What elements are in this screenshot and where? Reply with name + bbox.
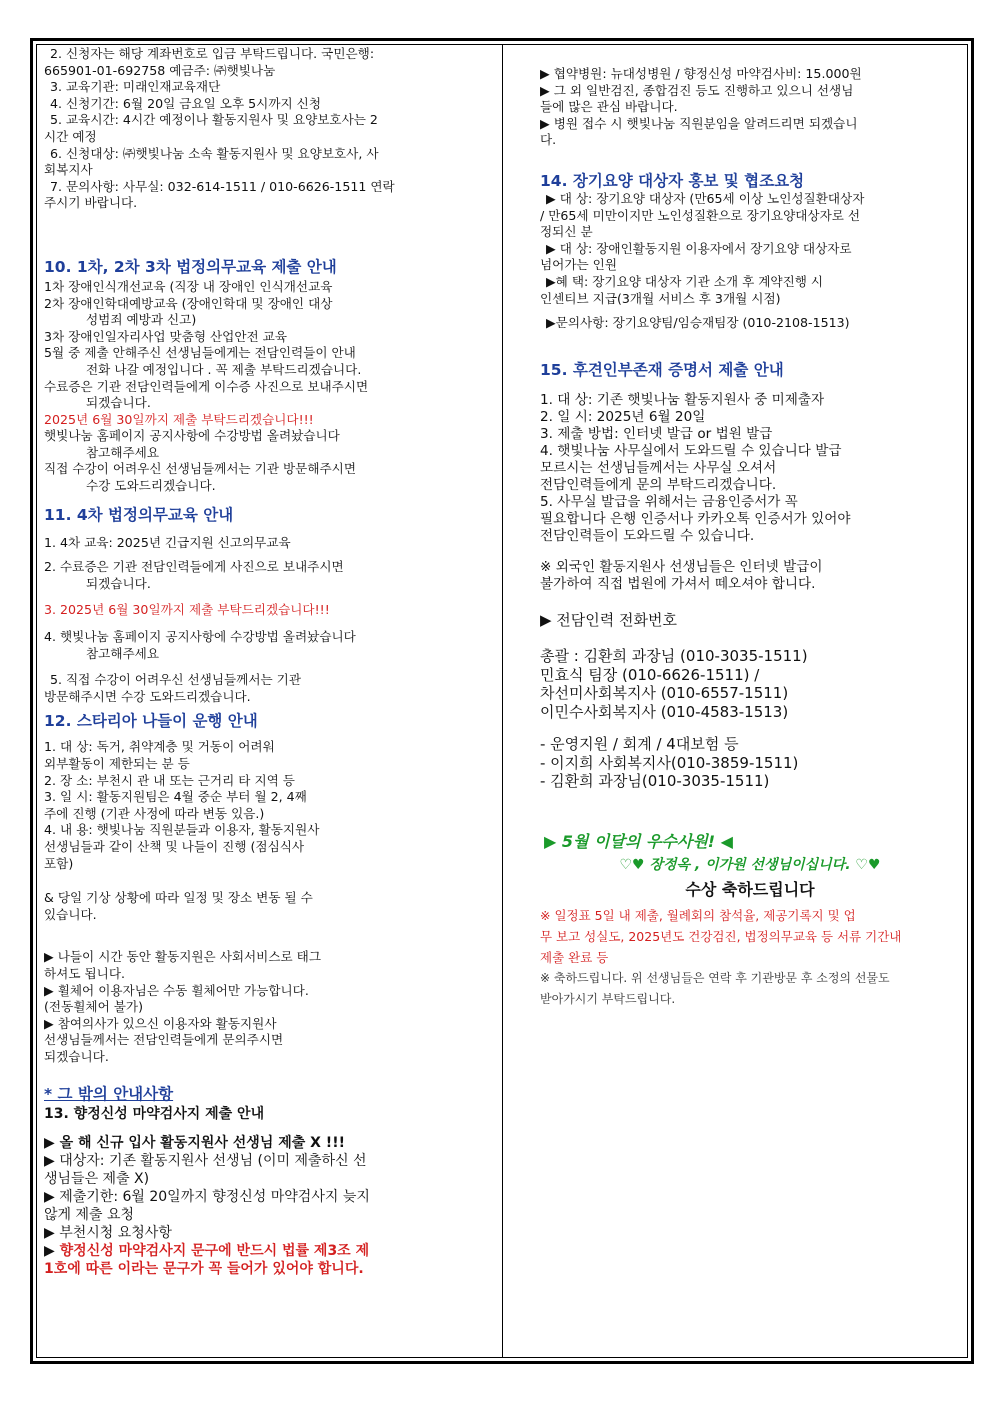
- heart-icon: ♡♥: [619, 856, 650, 873]
- award-title: ▶ 5월 이달의 우수사원! ◀: [544, 831, 733, 851]
- award-section: [540, 831, 960, 1010]
- criteria-line: ※ 일정표 5일 내 제출, 월례회의 참석율, 제공기록지 및 업: [540, 907, 856, 923]
- info-line: 3. 교육기관: 미래인재교육재단: [50, 79, 221, 95]
- info-line: 회복지사: [44, 162, 93, 178]
- dept-line: - 이지희 사회복지사(010-3859-1511): [540, 753, 799, 772]
- s10-line: 직접 수강이 어려우신 선생님들께서는 기관 방문해주시면: [44, 461, 356, 477]
- s12-line: 외부활동이 제한되는 분 등: [44, 756, 190, 771]
- hospital-line: 들에 많은 관심 바랍니다.: [540, 99, 678, 115]
- s12-weather: & 당일 기상 상황에 따라 일정 및 장소 변동 될 수: [44, 890, 313, 906]
- s11-item: 되겠습니다.: [86, 575, 151, 591]
- heart-icon: ♡♥: [850, 856, 881, 873]
- award-congrats: 수상 축하드립니다: [685, 879, 815, 899]
- s13-warning: 1호에 따른 이라는 문구가 꼭 들어가 있어야 합니다.: [44, 1260, 364, 1277]
- s11-item: 5. 직접 수강이 어려우신 선생님들께서는 기관: [50, 672, 302, 688]
- s14-line: ▶ 대 상: 장애인활동지원 이용자에서 장기요양 대상자로: [546, 240, 852, 256]
- contacts-title: ▶ 전담인력 전화번호: [540, 610, 677, 629]
- info-line: 6. 신청대상: ㈜햇빛나눔 소속 활동지원사 및 요양보호사, 사: [50, 145, 379, 161]
- section-14-body: [540, 191, 960, 332]
- s14-line: ▶ 대 상: 장기요양 대상자 (만65세 이상 노인성질환대상자: [546, 190, 865, 206]
- award-names: 장정옥 , 이가원 선생님이십니다.: [649, 856, 851, 873]
- section-12-title: 12. 스타리아 나들이 운행 안내: [44, 712, 258, 731]
- s10-deadline: 2025년 6월 30일까지 제출 부탁드리겠습니다!!!: [44, 411, 314, 427]
- s15-line: 전담인력들이 도와드릴 수 있습니다.: [540, 527, 755, 544]
- bullet-arrow: ▶: [44, 1242, 60, 1259]
- s12-line: 3. 일 시: 활동지원팀은 4월 중순 부터 월 2, 4째: [44, 789, 307, 805]
- info-line: 4. 신청기간: 6월 20일 금요일 오후 5시까지 신청: [50, 95, 321, 111]
- s15-line: 모르시는 선생님들께서는 사무실 오셔서: [540, 459, 777, 476]
- s10-line: 2차 장애인학대예방교육 (장애인학대 및 장애인 대상: [44, 295, 333, 311]
- criteria-line: 무 보고 성실도, 2025년도 건강검진, 법정의무교육 등 서류 기간내: [540, 928, 902, 944]
- s11-deadline: 3. 2025년 6월 30일까지 제출 부탁드리겠습니다!!!: [44, 602, 330, 618]
- s12-bullet: ▶ 참여의사가 있으신 이용자와 활동지원사: [44, 1015, 277, 1031]
- s12-bullet: 선생님들께서는 전담인력들에게 문의주시면: [44, 1032, 284, 1048]
- hospital-line: ▶ 그 외 일반검진, 종합검진 등도 진행하고 있으니 선생님: [540, 82, 854, 98]
- s12-line: 포함): [44, 855, 74, 871]
- application-info: [44, 46, 464, 212]
- s12-bullet: ▶ 휠체어 이용자님은 수동 휠체어만 가능합니다.: [44, 982, 309, 998]
- contact-line: 이민수사회복지사 (010-4583-1513): [540, 702, 789, 721]
- s11-item: 참고해주세요: [86, 645, 159, 661]
- s10-line: 성범죄 예방과 신고): [86, 312, 197, 328]
- s13-line: 생님들은 제출 X): [44, 1170, 150, 1187]
- s10-line: 되겠습니다.: [86, 395, 151, 411]
- section-10-title: 10. 1차, 2차 3차 법정의무교육 제출 안내: [44, 257, 337, 276]
- s10-line: 수강 도와드리겠습니다.: [86, 478, 216, 494]
- contact-line: 총괄 : 김환희 과장님 (010-3035-1511): [540, 647, 808, 666]
- s14-line: ▶혜 택: 장기요양 대상자 기관 소개 후 계약진행 시: [546, 273, 824, 289]
- s10-line: 수료증은 기관 전담인력들에게 이수증 사진으로 보내주시면: [44, 378, 369, 394]
- s10-line: 1차 장애인식개선교육 (직장 내 장애인 인식개선교육: [44, 278, 333, 294]
- s14-contact: ▶문의사항: 장기요양팀/임승재팀장 (010-2108-1513): [546, 315, 850, 331]
- info-line: 5. 교육시간: 4시간 예정이나 활동지원사 및 요양보호사는 2: [50, 112, 378, 128]
- column-divider: [502, 44, 503, 1358]
- info-line: 7. 문의사항: 사무실: 032-614-1511 / 010-6626-1511 연락: [50, 178, 395, 194]
- s14-line: / 만65세 미만이지만 노인성질환으로 장기요양대상자로 선: [540, 207, 861, 223]
- s13-line: ▶ 부천시청 요청사항: [44, 1224, 172, 1241]
- s14-line: 정되신 분: [540, 224, 593, 240]
- info-line: 2. 신청자는 해당 계좌번호로 입금 부탁드립니다. 국민은행:: [50, 46, 375, 61]
- other-notices-title: * 그 밖의 안내사항: [44, 1084, 174, 1103]
- award-note: 받아가시기 부탁드립니다.: [540, 991, 676, 1006]
- s11-item: 4. 햇빛나눔 홈페이지 공지사항에 수강방법 올려놨습니다: [44, 629, 356, 645]
- hospital-line: 다.: [540, 132, 557, 148]
- award-note: ※ 축하드립니다. 위 선생님들은 연락 후 기관방문 후 소정의 선물도: [540, 970, 890, 985]
- info-line: 주시기 바랍니다.: [44, 195, 138, 211]
- s15-line: 1. 대 상: 기존 햇빛나눔 활동지원사 중 미제출자: [540, 391, 825, 408]
- s12-bullet: 되겠습니다.: [44, 1048, 109, 1064]
- s12-bullet: (전동휠체어 불가): [44, 999, 143, 1015]
- s12-line: 선생님들과 같이 산책 및 나들이 진행 (점심식사: [44, 838, 305, 854]
- section-11-title: 11. 4차 법정의무교육 안내: [44, 505, 234, 524]
- contacts-list: [540, 647, 960, 791]
- s12-bullet: ▶ 나들이 시간 동안 활동지원은 사회서비스로 태그: [44, 949, 322, 965]
- section-10-body: [44, 279, 464, 495]
- s13-warning: 향정신성 마약검사지 문구에 반드시 법률 제3조 제: [59, 1242, 370, 1259]
- s15-line: 3. 제출 방법: 인터넷 발급 or 법원 발급: [540, 425, 773, 442]
- s14-line: 넘어가는 인원: [540, 257, 617, 273]
- info-line: 665901-01-692758 예금주: ㈜햇빛나눔: [44, 62, 276, 78]
- s12-line: 1. 대 상: 독거, 취약계층 및 거동이 어려워: [44, 739, 275, 755]
- s13-line: ▶ 대상자: 기존 활동지원사 선생님 (이미 제출하신 선: [44, 1152, 367, 1169]
- s11-item: 방문해주시면 수강 도와드리겠습니다.: [44, 688, 251, 704]
- s12-line: 2. 장 소: 부천시 관 내 또는 근거리 타 지역 등: [44, 772, 295, 788]
- hospital-info: [540, 66, 960, 149]
- s11-item: 1. 4차 교육: 2025년 긴급지원 신고의무교육: [44, 534, 291, 550]
- s14-line: 인센티브 지급(3개월 서비스 후 3개월 시점): [540, 290, 781, 306]
- dept-line: - 운영지원 / 회계 / 4대보험 등: [540, 735, 739, 754]
- s10-line: 햇빛나눔 홈페이지 공지사항에 수강방법 올려놨습니다: [44, 428, 340, 444]
- section-13-title: 13. 향정신성 마약검사지 제출 안내: [44, 1105, 265, 1122]
- contact-line: 민효식 팀장 (010-6626-1511) /: [540, 665, 760, 684]
- section-11-body: [44, 535, 464, 706]
- s12-line: 주에 진행 (기관 사정에 따라 변동 있음.): [44, 805, 265, 821]
- s15-line: 필요합니다 은행 인증서나 카카오톡 인증서가 있어야: [540, 510, 851, 527]
- section-15-body: [540, 392, 960, 593]
- s15-line: 5. 사무실 발급을 위해서는 금융인증서가 꼭: [540, 493, 798, 510]
- criteria-line: 제출 완료 등: [540, 949, 609, 965]
- award-criteria: [540, 905, 960, 968]
- section-14-title: 14. 장기요양 대상자 홍보 및 협조요청: [540, 171, 805, 190]
- info-line: 시간 예정: [44, 128, 97, 144]
- s15-line: 전담인력들에게 문의 부탁드리겠습니다.: [540, 476, 777, 493]
- s12-weather: 있습니다.: [44, 906, 97, 922]
- s12-line: 4. 내 용: 햇빛나눔 직원분들과 이용자, 활동지원사: [44, 822, 320, 838]
- s15-line: 4. 햇빛나눔 사무실에서 도와드릴 수 있습니다 발급: [540, 442, 842, 459]
- s13-line: 않게 제출 요청: [44, 1206, 135, 1223]
- s10-line: 참고해주세요: [86, 444, 159, 460]
- s15-note: 불가하여 직접 법원에 가셔서 떼오셔야 합니다.: [540, 575, 816, 592]
- right-column: [540, 46, 960, 1010]
- hospital-line: ▶ 협약병원: 뉴대성병원 / 향정신성 마약검사비: 15.000원: [540, 66, 862, 81]
- s15-line: 2. 일 시: 2025년 6월 20일: [540, 408, 706, 425]
- left-column: [44, 46, 464, 1278]
- contact-line: 차선미사회복지사 (010-6557-1511): [540, 684, 789, 703]
- s13-line: ▶ 올 해 신규 입사 활동지원사 선생님 제출 X !!!: [44, 1134, 345, 1151]
- s11-item: 2. 수료증은 기관 전담인력들에게 사진으로 보내주시면: [44, 559, 344, 575]
- s10-line: 3차 장애인일자리사업 맞춤형 산업안전 교육: [44, 328, 288, 344]
- s12-bullet: 하셔도 됩니다.: [44, 965, 125, 981]
- dept-line: - 김환희 과장님(010-3035-1511): [540, 772, 770, 791]
- s10-line: 전화 나갈 예정입니다 . 꼭 제출 부탁드리겠습니다.: [86, 361, 362, 377]
- section-15-title: 15. 후견인부존재 증명서 제출 안내: [540, 360, 784, 379]
- section-12-body: [44, 739, 464, 1065]
- s10-line: 5월 중 제출 안해주신 선생님들에게는 전담인력들이 안내: [44, 345, 356, 361]
- hospital-line: ▶ 병원 접수 시 햇빛나눔 직원분임을 알려드리면 되겠습니: [540, 115, 858, 131]
- section-13-body: [44, 1134, 464, 1278]
- s15-note: ※ 외국인 활동지원사 선생님들은 인터넷 발급이: [540, 558, 823, 575]
- s13-line: ▶ 제출기한: 6월 20일까지 향정신성 마약검사지 늦지: [44, 1188, 370, 1205]
